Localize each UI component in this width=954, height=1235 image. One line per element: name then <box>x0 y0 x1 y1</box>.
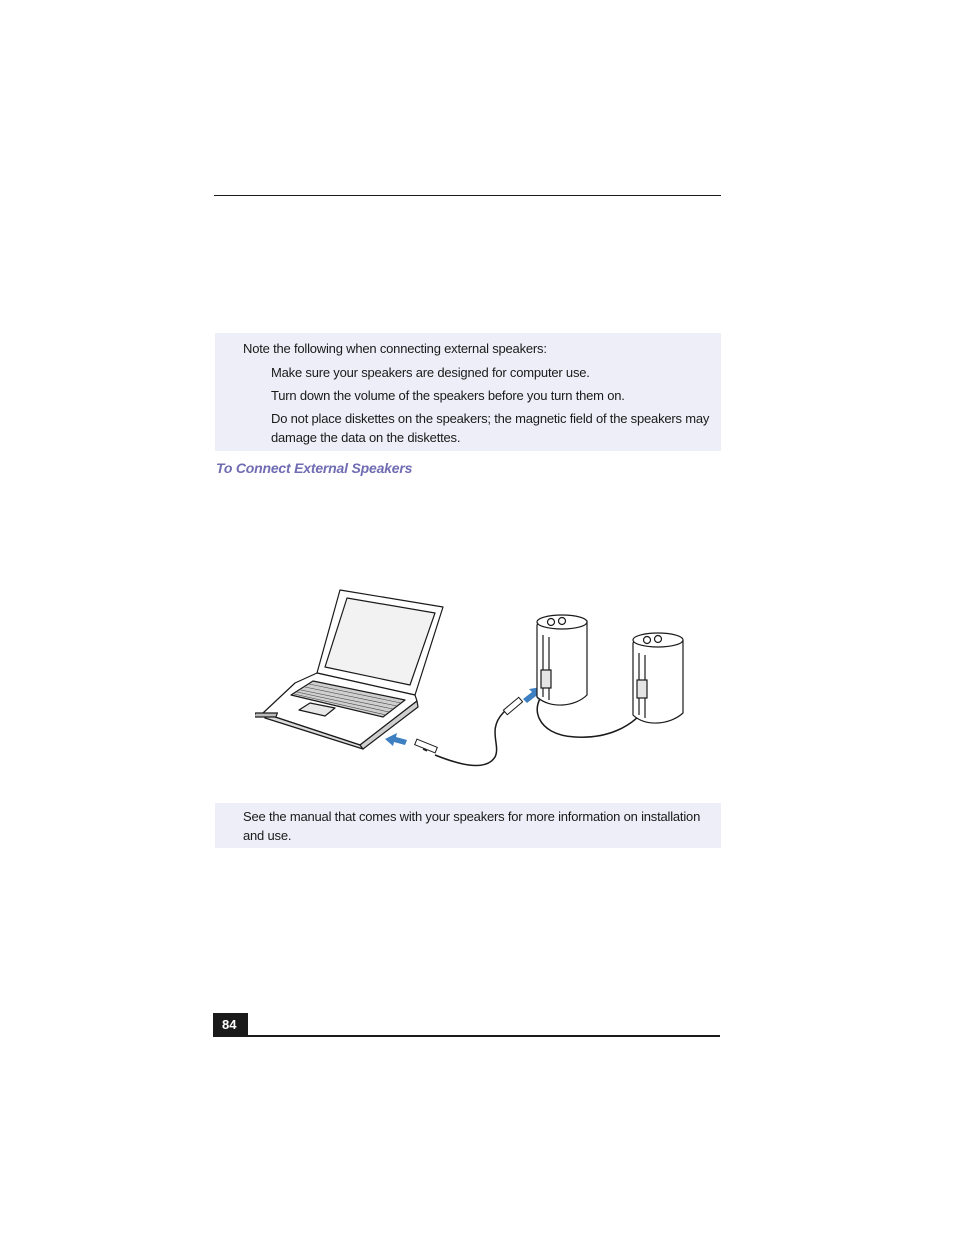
laptop-speakers-illustration <box>255 585 695 770</box>
list-item: Do not place diskettes on the speakers; the magnetic field of the speakers may damage the data on the diskettes. <box>271 411 710 445</box>
laptop-illustration <box>255 590 443 749</box>
note-intro: Note the following when connecting external speakers: <box>243 341 547 356</box>
arrow-icon <box>385 733 407 746</box>
footer-rule <box>213 1035 720 1037</box>
list-item: Make sure your speakers are designed for computer use. <box>271 365 590 380</box>
list-item: Turn down the volume of the speakers before you turn them on. <box>271 388 625 403</box>
section-heading: To Connect External Speakers <box>216 460 413 476</box>
page-number: 84 <box>213 1013 248 1036</box>
speaker-left-illustration <box>537 615 587 705</box>
note-box-precautions <box>215 333 721 451</box>
speaker-right-illustration <box>633 633 683 723</box>
note-box-manual <box>215 803 721 848</box>
note-text: See the manual that comes with your speakers for more information on installation and use. <box>243 809 701 843</box>
audio-cable <box>423 693 640 766</box>
header-rule <box>214 195 721 196</box>
plug-icon <box>415 697 523 753</box>
note-list <box>271 363 711 451</box>
